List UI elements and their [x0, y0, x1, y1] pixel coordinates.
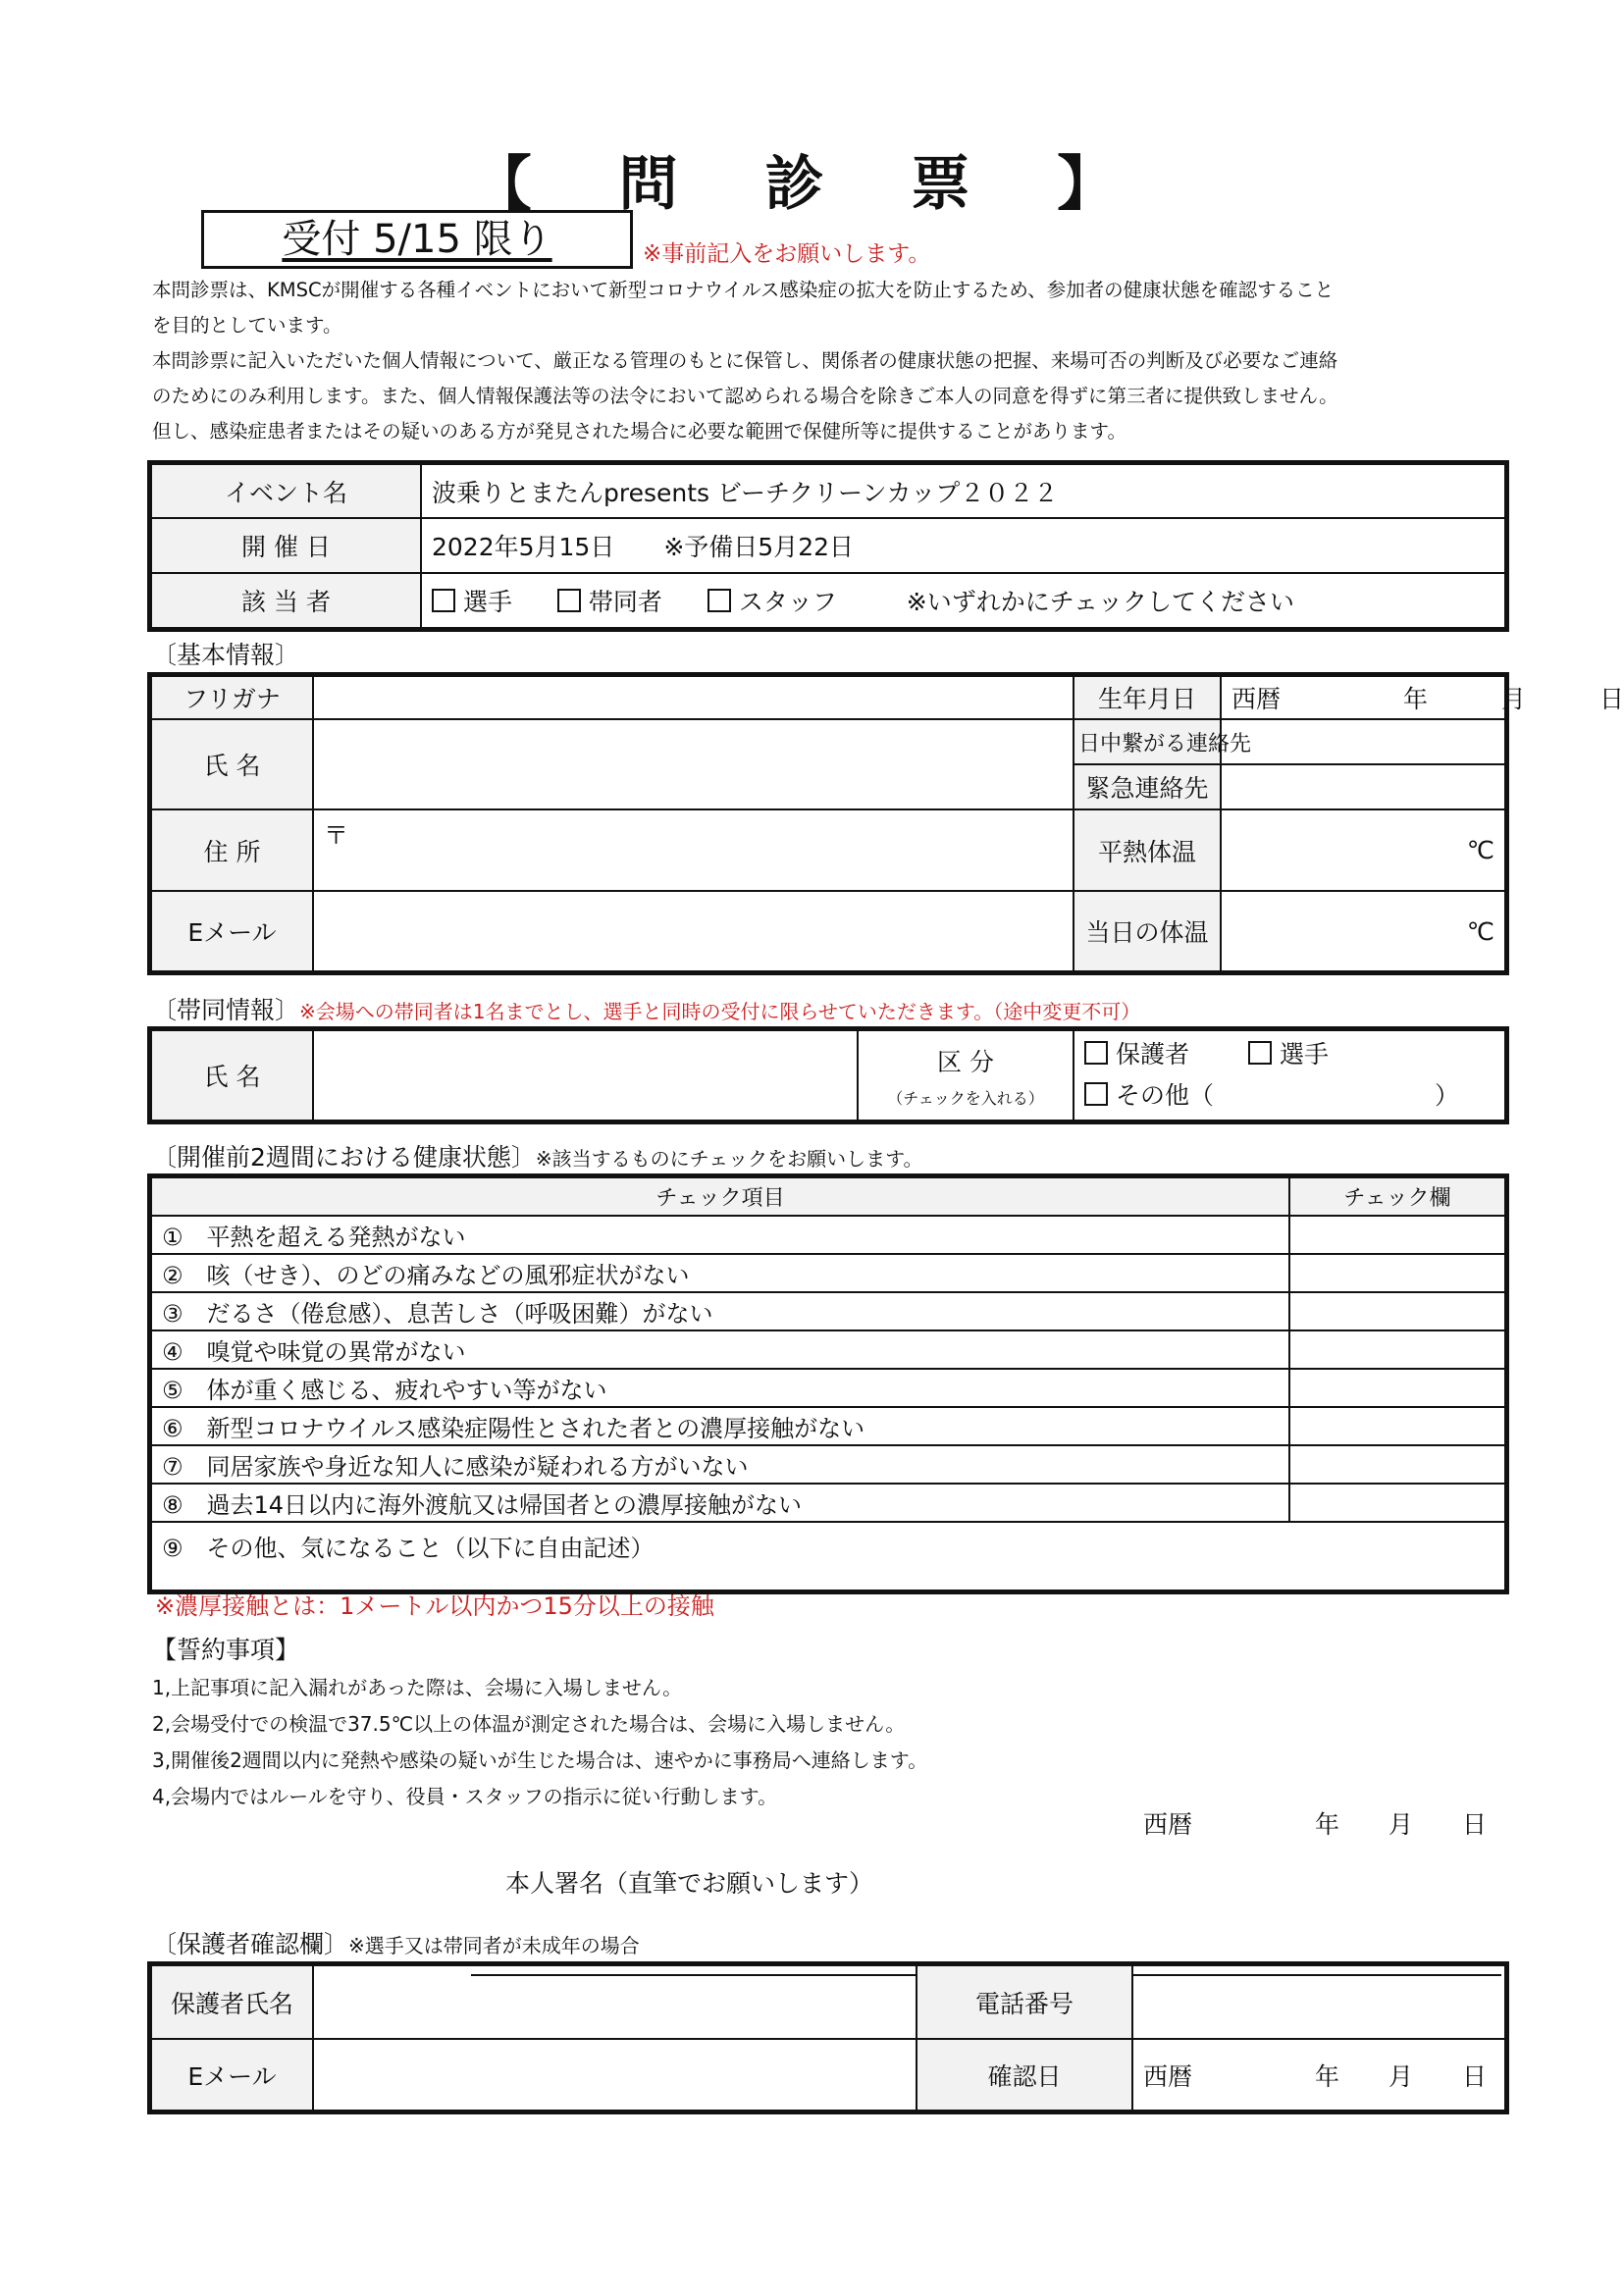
companion-category-hint: （チェックを入れる） — [887, 1088, 1044, 1108]
health-table — [150, 1176, 1506, 1591]
oath-item: 2,会場受付での検温で37.5℃以上の体温が測定された場合は、会場に入場しません。 — [152, 1712, 906, 1736]
intro-line: を目的としています。 — [152, 314, 342, 337]
companion-category-label: 区 分 — [937, 1047, 994, 1076]
checkbox-companion[interactable] — [557, 589, 581, 612]
role-options — [421, 573, 1505, 628]
day-contact-label: 日中繋がる連絡先 — [1074, 719, 1221, 764]
intro-line: 本問診票は、KMSCが開催する各種イベントにおいて新型コロナウイルス感染症の拡大を防止するため、参加者の健康状態を確認すること — [152, 279, 1335, 301]
health-heading-note: ※該当するものにチェックをお願いします。 — [535, 1147, 923, 1171]
signature-label: 本人署名（直筆でお願いします） — [505, 1869, 874, 1898]
companion-note: ※会場への帯同者は1名までとし、選手と同時の受付に限らせていただきます。（途中変更不可） — [299, 1000, 1141, 1023]
checkbox-other[interactable] — [1084, 1082, 1108, 1106]
address-field[interactable] — [313, 809, 1074, 891]
email-label: Eメール — [151, 891, 313, 971]
companion-category-cell — [858, 1030, 1074, 1121]
event-date-value: 2022年5月15日 ※予備日5月22日 — [421, 518, 1505, 573]
name-label: 氏 名 — [151, 719, 313, 809]
checkbox-companion-player[interactable] — [1248, 1041, 1272, 1065]
confirm-date-label: 確認日 — [917, 2039, 1132, 2111]
role-label: 該 当 者 — [151, 573, 421, 628]
companion-heading — [152, 991, 1140, 1026]
furigana-field[interactable] — [313, 676, 1074, 719]
col-check-header: チェック欄 — [1289, 1177, 1505, 1216]
health-item: ② 咳（せき）、のどの痛みなどの風邪症状がない — [151, 1254, 1289, 1292]
checkbox-staff[interactable] — [707, 589, 731, 612]
health-heading-text: 〔開催前2週間における健康状態〕 — [152, 1143, 536, 1172]
health-check-cell[interactable] — [1289, 1254, 1505, 1292]
guardian-phone-field[interactable] — [1132, 1965, 1505, 2039]
health-check-cell[interactable] — [1289, 1216, 1505, 1254]
checkbox-player[interactable] — [432, 589, 455, 612]
guardian-table — [150, 1964, 1506, 2112]
health-item: ④ 嗅覚や味覚の異常がない — [151, 1330, 1289, 1369]
guardian-note: ※選手又は帯同者が未成年の場合 — [348, 1934, 640, 1957]
health-heading — [152, 1138, 922, 1173]
health-item: ⑧ 過去14日以内に海外渡航又は帰国者との濃厚接触がない — [151, 1484, 1289, 1522]
postal-mark: 〒 — [324, 821, 349, 850]
event-name-label: イベント名 — [151, 464, 421, 518]
basic-info-table — [150, 675, 1624, 972]
oath-date[interactable]: 西暦 年 月 日 — [1143, 1810, 1488, 1839]
role-note: ※いずれかにチェックしてください — [906, 588, 1294, 616]
opt-other-label: その他（ ） — [1116, 1081, 1460, 1110]
emergency-label: 緊急連絡先 — [1074, 764, 1221, 809]
guardian-name-label: 保護者氏名 — [151, 1965, 313, 2039]
oath-item: 1,上記事項に記入漏れがあった際は、会場に入場しません。 — [152, 1676, 683, 1699]
checkbox-guardian[interactable] — [1084, 1041, 1108, 1065]
free-item-label: ⑨ その他、気になること（以下に自由記述） — [162, 1535, 655, 1562]
deadline-text: 受付 5/15 限り — [282, 217, 552, 262]
guardian-email-field[interactable] — [313, 2039, 917, 2111]
intro-text — [152, 273, 1506, 449]
health-check-cell[interactable] — [1289, 1292, 1505, 1330]
oath-heading: 【誓約事項】 — [152, 1636, 300, 1664]
role-player-label: 選手 — [463, 588, 513, 616]
companion-options — [1074, 1030, 1505, 1121]
oath-item: 4,会場内ではルールを守り、役員・スタッフの指示に従い行動します。 — [152, 1785, 778, 1808]
intro-line: 但し、感染症患者またはその疑いのある方が発見された場合に必要な範囲で保健所等に提供することがあります。 — [152, 420, 1126, 443]
health-check-cell[interactable] — [1289, 1445, 1505, 1484]
contact-definition-note: ※濃厚接触とは：1メートル以内かつ15分以上の接触 — [155, 1592, 714, 1620]
basic-info-heading: 〔基本情報〕 — [152, 641, 300, 669]
opt-guardian-label: 保護者 — [1116, 1040, 1190, 1069]
health-check-cell[interactable] — [1289, 1407, 1505, 1445]
normal-temp-label: 平熱体温 — [1074, 809, 1221, 891]
deadline-box — [201, 210, 633, 269]
guardian-phone-label: 電話番号 — [917, 1965, 1132, 2039]
guardian-heading — [152, 1925, 640, 1960]
opt-player-label: 選手 — [1280, 1040, 1330, 1069]
health-check-cell[interactable] — [1289, 1330, 1505, 1369]
oath-item: 3,開催後2週間以内に発熱や感染の疑いが生じた場合は、速やかに事務局へ連絡します。 — [152, 1748, 928, 1772]
today-temp-label: 当日の体温 — [1074, 891, 1221, 971]
intro-line: 本問診票に記入いただいた個人情報について、厳正なる管理のもとに保管し、関係者の健康状態の把握、来場可否の判断及び必要なご連絡 — [152, 349, 1338, 372]
guardian-name-field[interactable] — [313, 1965, 917, 2039]
celsius-unit: ℃ — [1466, 836, 1494, 864]
emergency-field[interactable] — [1221, 764, 1505, 809]
birth-field[interactable]: 西暦 年 月 日 — [1221, 676, 1505, 719]
event-name-value: 波乗りとまたんpresents ビーチクリーンカップ２０２２ — [421, 464, 1505, 518]
health-check-cell[interactable] — [1289, 1369, 1505, 1407]
companion-name-field[interactable] — [313, 1030, 858, 1121]
free-text-field[interactable] — [151, 1522, 1505, 1590]
health-item: ① 平熱を超える発熱がない — [151, 1216, 1289, 1254]
prefill-note: ※事前記入をお願いします。 — [643, 241, 931, 267]
address-label: 住 所 — [151, 809, 313, 891]
celsius-unit: ℃ — [1466, 916, 1494, 946]
health-item: ③ だるさ（倦怠感）、息苦しさ（呼吸困難）がない — [151, 1292, 1289, 1330]
health-item: ⑦ 同居家族や身近な知人に感染が疑われる方がいない — [151, 1445, 1289, 1484]
today-temp-field[interactable] — [1221, 891, 1505, 971]
health-item: ⑤ 体が重く感じる、疲れやすい等がない — [151, 1369, 1289, 1407]
normal-temp-field[interactable] — [1221, 809, 1505, 891]
guardian-heading-text: 〔保護者確認欄〕 — [152, 1930, 349, 1958]
furigana-label: フリガナ — [151, 676, 313, 719]
guardian-email-label: Eメール — [151, 2039, 313, 2111]
health-check-cell[interactable] — [1289, 1484, 1505, 1522]
page-title: 【 問 診 票 】 — [472, 150, 1150, 219]
companion-table — [150, 1029, 1506, 1121]
confirm-date-field[interactable]: 西暦 年 月 日 — [1132, 2039, 1505, 2111]
name-field[interactable] — [313, 719, 1074, 809]
col-item-header: チェック項目 — [151, 1177, 1289, 1216]
birth-label: 生年月日 — [1074, 676, 1221, 719]
companion-name-label: 氏 名 — [151, 1030, 313, 1121]
event-table — [150, 463, 1506, 629]
health-item: ⑥ 新型コロナウイルス感染症陽性とされた者との濃厚接触がない — [151, 1407, 1289, 1445]
event-date-label: 開 催 日 — [151, 518, 421, 573]
companion-heading-text: 〔帯同情報〕 — [152, 996, 300, 1024]
email-field[interactable] — [313, 891, 1074, 971]
role-staff-label: スタッフ — [738, 588, 837, 616]
role-companion-label: 帯同者 — [588, 588, 662, 616]
day-contact-field[interactable] — [1221, 719, 1505, 764]
intro-line: のためにのみ利用します。また、個人情報保護法等の法令において認められる場合を除きご本人の同意を得ずに第三者に提供致しません。 — [152, 385, 1338, 407]
